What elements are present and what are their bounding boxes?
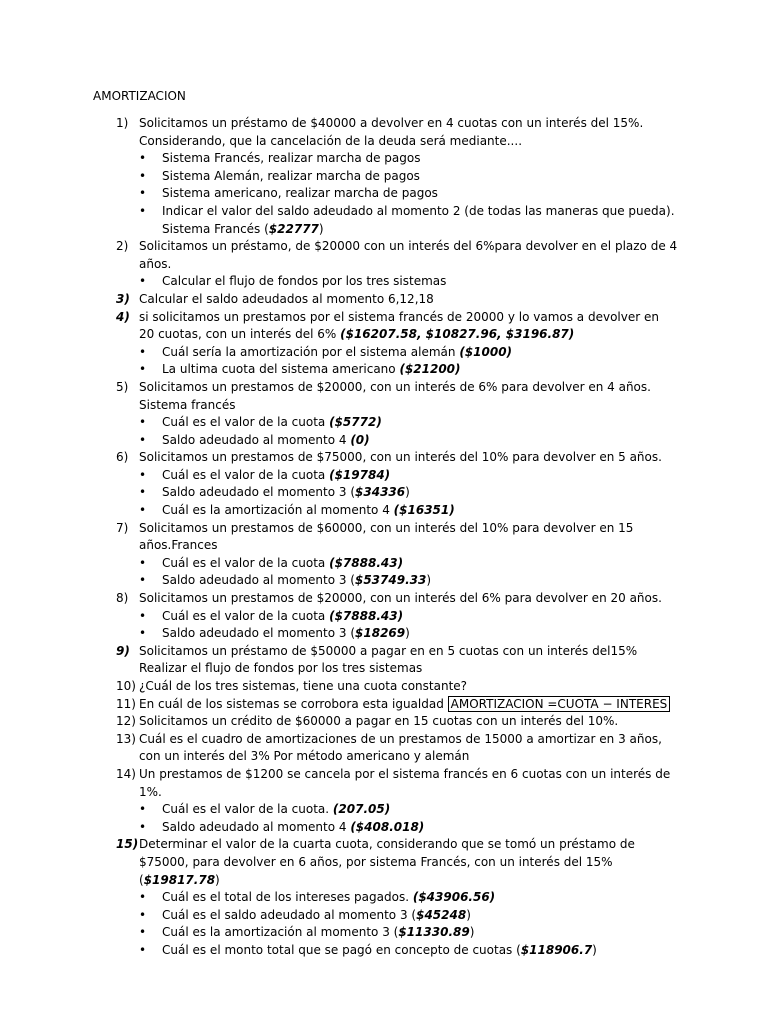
exercise-text: Determinar el valor de la cuarta cuota, considerando que se tomó un préstamo de $75000, para devolver en 6 años, por sistema Francés, con un interés del 15% ( (139, 837, 635, 887)
exercise-text: Solicitamos un prestamos de $20000, con un interés de 6% para devolver en 4 años. Sistema francés (139, 379, 651, 412)
bullet-icon: • (139, 274, 147, 289)
sub-bullet-item (0, 185, 768, 203)
exercise-text: Calcular el saldo adeudados al momento 6,12,18 (139, 291, 434, 306)
bullet-icon: • (139, 344, 147, 359)
exercise-text: Solicitamos un préstamo, de $20000 con un interés del 6%para devolver en el plazo de 4 años. (139, 239, 678, 271)
exercise-number: 13) (116, 731, 136, 746)
bullet-icon: • (139, 503, 147, 518)
exercise-text: En cuál de los sistemas se corrobora esta igualdad (139, 696, 448, 711)
exercise-item (0, 309, 768, 344)
sub-item-text: Cuál es el saldo adeudado al momento 3 ( (162, 907, 417, 922)
exercise-item (0, 115, 768, 150)
sub-bullet-item (0, 572, 768, 590)
sub-bullet-item (0, 150, 768, 168)
sub-item-text: Cuál es el valor de la cuota (162, 467, 330, 482)
sub-item-text: Cuál es el valor de la cuota (162, 415, 330, 430)
sub-item-text: Saldo adeudado el momento 3 ( (162, 626, 356, 641)
sub-item-text: Saldo adeudado el momento 3 ( (162, 485, 356, 500)
exercise-text: Solicitamos un prestamos de $60000, con un interés del 10% para devolver en 15 años.Frances (139, 520, 634, 553)
exercise-number: 6) (116, 450, 129, 465)
bullet-icon: • (139, 907, 147, 922)
sub-item-text-end: ) (466, 907, 471, 922)
bullet-icon: • (139, 415, 147, 430)
bullet-icon: • (139, 819, 147, 834)
sub-bullet-item (0, 273, 768, 291)
bullet-icon: • (139, 485, 147, 500)
answer-value: ($19784) (329, 467, 391, 482)
sub-item-text-end: ) (405, 626, 410, 641)
sub-item-text-end: ) (592, 942, 597, 957)
answer-value: ($1000) (459, 344, 513, 359)
exercise-text-end: ) (215, 872, 220, 887)
exercise-number: 1) (116, 116, 129, 130)
sub-item-text: Cuál es el valor de la cuota (162, 555, 330, 570)
exercise-text: ¿Cuál de los tres sistemas, tiene una cuota constante? (139, 679, 468, 693)
sub-bullet-item (0, 502, 768, 520)
sub-item-text: Cuál es la amortización al momento 3 ( (162, 925, 399, 940)
exercise-item (0, 731, 768, 766)
exercise-item (0, 379, 768, 414)
exercise-item (0, 520, 768, 555)
sub-bullet-item (0, 555, 768, 573)
bullet-icon: • (139, 573, 147, 588)
sub-item-text: Cuál es el valor de la cuota (162, 608, 330, 623)
exercise-item (0, 643, 768, 678)
exercise-text: Solicitamos un préstamo de $40000 a devolver en 4 cuotas con un interés del 15%. Considerando, que la cancelación de la deuda será mediante.... (139, 116, 644, 148)
sub-bullet-item (0, 432, 768, 450)
bullet-icon: • (139, 942, 147, 957)
sub-item-text: Cuál es el monto total que se pagó en concepto de cuotas ( (162, 942, 521, 957)
answer-value: (0) (350, 432, 370, 447)
answer-value: ($7888.43) (329, 555, 404, 570)
bullet-icon: • (139, 608, 147, 623)
answer-value: (207.05) (332, 802, 391, 817)
sub-item-text-end: ) (318, 221, 324, 236)
bullet-icon: • (139, 362, 147, 377)
bullet-icon: • (139, 168, 147, 183)
exercise-item (0, 238, 768, 273)
formula-box: AMORTIZACION =CUOTA − INTERES (448, 696, 671, 712)
sub-item-text: Saldo adeudado al momento 3 ( (162, 573, 355, 588)
answer-value: ($21200) (399, 362, 461, 377)
exercise-item (0, 836, 768, 889)
sub-bullet-item (0, 801, 768, 819)
answer-value: $45248 (416, 907, 467, 922)
sub-bullet-item (0, 942, 768, 960)
answer-value: ($7888.43) (329, 608, 404, 623)
sub-bullet-item (0, 625, 768, 643)
bullet-icon: • (139, 467, 147, 482)
answer-value: ($16207.58, $10827.96, $3196.87) (340, 327, 575, 342)
bullet-icon: • (139, 925, 147, 940)
sub-bullet-item (0, 819, 768, 837)
sub-item-text: Indicar el valor del saldo adeudado al momento 2 (de todas las maneras que pueda). (162, 203, 675, 218)
sub-bullet-item (0, 203, 768, 238)
sub-item-text: La ultima cuota del sistema americano (162, 362, 400, 377)
exercise-number: 12) (116, 714, 136, 729)
bullet-icon: • (139, 626, 147, 641)
exercise-number: 9) (116, 643, 130, 658)
answer-value: ($43906.56) (412, 890, 496, 905)
exercise-text: Solicitamos un crédito de $60000 a pagar en 15 cuotas con un interés del 10%. (139, 714, 619, 729)
sub-item-text: Calcular el flujo de fondos por los tres sistemas (162, 274, 447, 289)
sub-item-text: Cuál sería la amortización por el sistema alemán (162, 344, 460, 359)
sub-bullet-item (0, 924, 768, 942)
sub-bullet-item (0, 467, 768, 485)
exercise-number: 3) (116, 291, 130, 306)
bullet-icon: • (139, 151, 147, 166)
bullet-icon: • (139, 186, 147, 201)
exercise-number: 15) (116, 837, 139, 852)
exercise-item (0, 291, 768, 309)
exercise-text: Cuál es el cuadro de amortizaciones de un prestamos de 15000 a amortizar en 3 años, con un interés del 3% Por método americano y alemán (139, 731, 662, 764)
exercise-number: 4) (116, 309, 130, 324)
sub-bullet-item (0, 608, 768, 626)
exercise-item (0, 713, 768, 731)
document-title: AMORTIZACION (93, 89, 186, 103)
answer-value: $34336 (355, 485, 406, 500)
bullet-icon: • (139, 555, 147, 570)
sub-item-text: Saldo adeudado al momento 4 (162, 819, 351, 834)
bullet-icon: • (139, 802, 147, 817)
exercise-number: 5) (116, 379, 129, 394)
exercise-number: 7) (116, 520, 129, 535)
sub-item-text-end: ) (469, 925, 475, 940)
exercise-text: Solicitamos un préstamo de $50000 a pagar en en 5 cuotas con un interés del15% Realizar el flujo de fondos por los tres sistemas (139, 643, 638, 676)
answer-value: $53749.33 (354, 573, 427, 588)
answer-value: $11330.89 (398, 925, 470, 940)
exercise-item (0, 766, 768, 801)
answer-value: $22777 (268, 221, 319, 236)
sub-bullet-item (0, 889, 768, 907)
sub-item-text: Sistema americano, realizar marcha de pagos (162, 186, 438, 201)
answer-value: ($5772) (329, 415, 382, 430)
sub-item-text-end: ) (405, 485, 410, 500)
exercise-number: 11) (116, 696, 136, 711)
sub-item-text: Sistema Francés, realizar marcha de pagos (162, 151, 421, 166)
exercise-number: 8) (116, 591, 129, 606)
sub-item-text: Cuál es la amortización al momento 4 (162, 503, 394, 518)
sub-item-text: Cuál es el valor de la cuota. (162, 802, 333, 817)
sub-item-text-continued: Sistema Francés ( (162, 221, 269, 236)
sub-item-text: Cuál es el total de los intereses pagados. (162, 890, 413, 905)
exercise-text: Solicitamos un prestamos de $75000, con un interés del 10% para devolver en 5 años. (139, 450, 662, 465)
exercise-text: Solicitamos un prestamos de $20000, con un interés del 6% para devolver en 20 años. (139, 591, 662, 606)
sub-item-text: Saldo adeudado al momento 4 (162, 432, 351, 447)
answer-value: ($16351) (393, 503, 455, 518)
sub-bullet-item (0, 907, 768, 925)
sub-item-text: Sistema Alemán, realizar marcha de pagos (162, 168, 420, 183)
exercise-list (0, 115, 768, 960)
bullet-icon: • (139, 890, 147, 905)
sub-bullet-item (0, 414, 768, 432)
exercise-item (0, 590, 768, 608)
exercise-number: 2) (116, 239, 129, 254)
answer-value: $18269 (355, 626, 406, 641)
answer-value: $19817.78 (143, 872, 216, 887)
sub-bullet-item (0, 168, 768, 186)
answer-value: ($408.018) (350, 819, 425, 834)
exercise-item (0, 696, 768, 714)
exercise-item (0, 678, 768, 696)
exercise-item (0, 449, 768, 467)
sub-item-text-end: ) (426, 573, 432, 588)
exercise-number: 14) (116, 766, 136, 781)
sub-bullet-item (0, 484, 768, 502)
exercise-number: 10) (116, 679, 136, 693)
bullet-icon: • (139, 432, 147, 447)
bullet-icon: • (139, 203, 147, 218)
exercise-text: si solicitamos un prestamos por el sistema francés de 20000 y lo vamos a devolver en 20 cuotas, con un interés del 6% (139, 309, 659, 342)
exercise-text: Un prestamos de $1200 se cancela por el sistema francés en 6 cuotas con un interés de 1%. (139, 766, 671, 799)
answer-value: $118906.7 (520, 942, 593, 957)
sub-bullet-item (0, 344, 768, 362)
sub-bullet-item (0, 361, 768, 379)
